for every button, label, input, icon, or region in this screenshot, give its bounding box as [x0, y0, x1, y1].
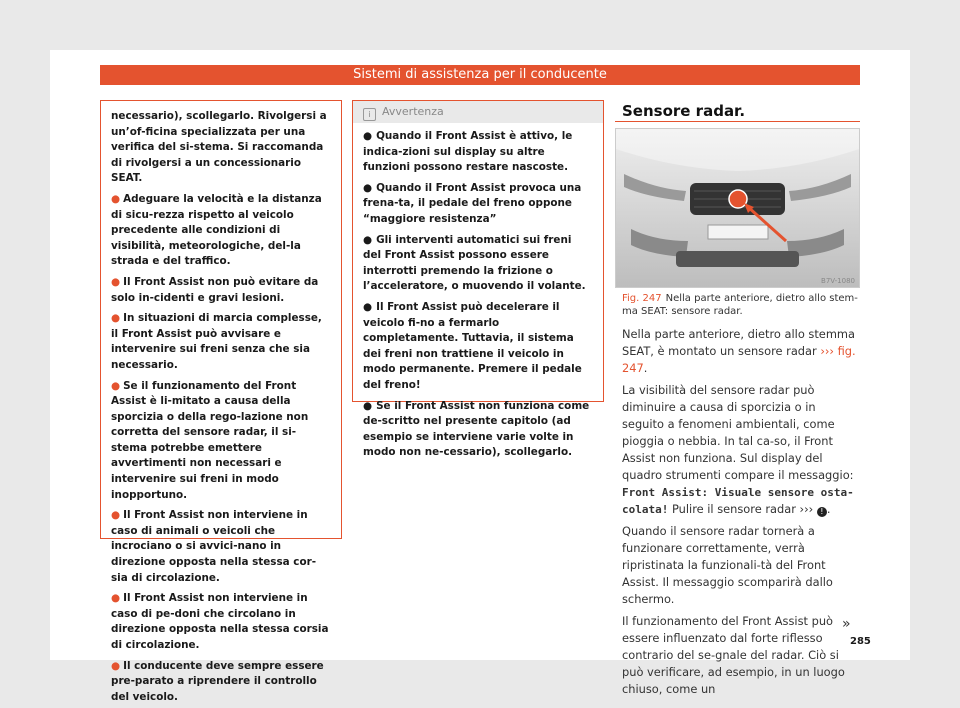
- left-bullet: ● Adeguare la velocità e la distanza di sicu-rezza rispetto al veicolo precedente alle condizioni di visibilità, meteorologiche, del-la strada e del traffico.: [111, 192, 322, 268]
- warning-header: [353, 101, 603, 123]
- warning-bullet: ● Il Front Assist può decelerare il veicolo fi-no a fermarlo completamente. Tuttavia, il sistema dei freni non trattiene il veicolo in modo permanente. Premere il pedale del freno!: [363, 300, 582, 391]
- bullet-icon: ●: [111, 592, 121, 605]
- left-bullet: ● Il conducente deve sempre essere pre-parato a riprendere il controllo del veicolo.: [111, 659, 324, 703]
- display-message: Front Assist: Visuale sensore osta-colata!: [622, 486, 854, 516]
- left-warning-continuation: [100, 100, 342, 703]
- figure-code: B7V-1080: [821, 277, 855, 285]
- figure-radar-sensor: [615, 128, 860, 288]
- warning-title: Avvertenza: [382, 105, 444, 118]
- warning-bullet: ● Se il Front Assist non funziona come de-scritto nel presente capitolo (ad esempio se interviene varie volte in modo non ne-cessario), scollegarlo.: [363, 399, 590, 459]
- left-bullet: ● Il Front Assist non può evitare da solo in-cidenti e gravi lesioni.: [111, 275, 319, 304]
- paragraph: Il funzionamento del Front Assist può essere influenzato dal forte riflesso contrario del se-gnale del radar. Ciò si può verificare, ad esempio, in un luogo chiuso, come un: [622, 614, 845, 696]
- warning-bullet: ● Quando il Front Assist provoca una frena-ta, il pedale del freno oppone “maggiore resistenza”: [363, 181, 582, 225]
- bullet-icon: ●: [363, 130, 373, 142]
- bullet-icon: ●: [363, 300, 373, 313]
- warning-bullet: ● Quando il Front Assist è attivo, le indica-zioni sul display su altre funzioni possono restare nascoste.: [363, 130, 573, 174]
- figure-caption: [622, 292, 860, 318]
- paragraph: Quando il sensore radar tornerà a funzionare correttamente, verrà ripristinata la funzionali-tà del Front Assist. Il messaggio scomparirà dallo schermo.: [622, 524, 833, 606]
- bullet-icon: ●: [111, 312, 121, 325]
- figure-number: Fig. 247: [622, 293, 662, 304]
- car-front-illustration: [616, 129, 859, 287]
- warning-bullet: ● Gli interventi automatici sui freni del Front Assist possono essere interrotti premendo la frizione o l’acceleratore, o muovendo il volante.: [363, 233, 586, 293]
- body-text: [622, 326, 860, 703]
- bullet-icon: ●: [111, 659, 121, 672]
- left-bullet: ● Il Front Assist non interviene in caso di animali o veicoli che incrociano o si avvici-nano in direzione opposta nella stessa cor-sia di circolazione.: [111, 509, 317, 584]
- left-bullet: ● Se il funzionamento del Front Assist è li-mitato a causa della sporcizia o della rego-lazione non corretta del sensore radar, il si-stema potrebbe emettere avvertimenti non necessari e intervenire sui freni in modo inopportuno.: [111, 379, 309, 501]
- continue-mark: »: [842, 616, 851, 632]
- warning-body: [353, 123, 603, 461]
- warning-box: [352, 100, 604, 459]
- left-intro: necessario), scollegarlo. Rivolgersi a un’of-ficina specializzata per una verifica del si-stema. Si raccomanda di rivolgersi a un concessionario SEAT.: [111, 110, 327, 185]
- caption-text: Nella parte anteriore, dietro allo stem-ma SEAT: sensore radar.: [622, 293, 858, 317]
- left-bullet: ● Il Front Assist non interviene in caso di pe-doni che circolano in direzione opposta nella stessa corsia di circolazione.: [111, 592, 329, 651]
- section-title: Sensore radar.: [622, 102, 746, 120]
- warning-icon: i: [363, 108, 376, 121]
- bullet-icon: ●: [363, 181, 373, 194]
- bullet-icon: ●: [111, 509, 121, 522]
- bullet-icon: ●: [111, 192, 121, 205]
- page-header: Sistemi di assistenza per il conducente: [100, 65, 860, 85]
- page-number: 285: [850, 636, 871, 647]
- left-bullet: ● In situazioni di marcia complesse, il Front Assist può avvisare e intervenire sui freni senza che sia necessario.: [111, 312, 322, 371]
- reference-arrows: ›››: [799, 502, 814, 516]
- bullet-icon: ●: [363, 399, 373, 412]
- warning-circle-icon[interactable]: !: [817, 507, 827, 517]
- bullet-icon: ●: [111, 275, 121, 288]
- figure-link[interactable]: ››› fig. 247: [622, 344, 856, 375]
- paragraph: La visibilità del sensore radar può diminuire a causa di sporcizia o in seguito a fenomeni ambientali, come pioggia o nebbia. In tal ca-so, il Front Assist non funziona. Sul display del quadro strumenti compare il messaggio: Front Assist: Visuale sensore osta-colata! Pulire il sensore radar ››› ! .: [622, 383, 854, 516]
- bullet-icon: ●: [363, 233, 373, 246]
- paragraph: Nella parte anteriore, dietro allo stemma SEAT, è montato un sensore radar ››› fig. 247.: [622, 327, 856, 375]
- bullet-icon: ●: [111, 379, 121, 392]
- section-divider: [615, 121, 860, 122]
